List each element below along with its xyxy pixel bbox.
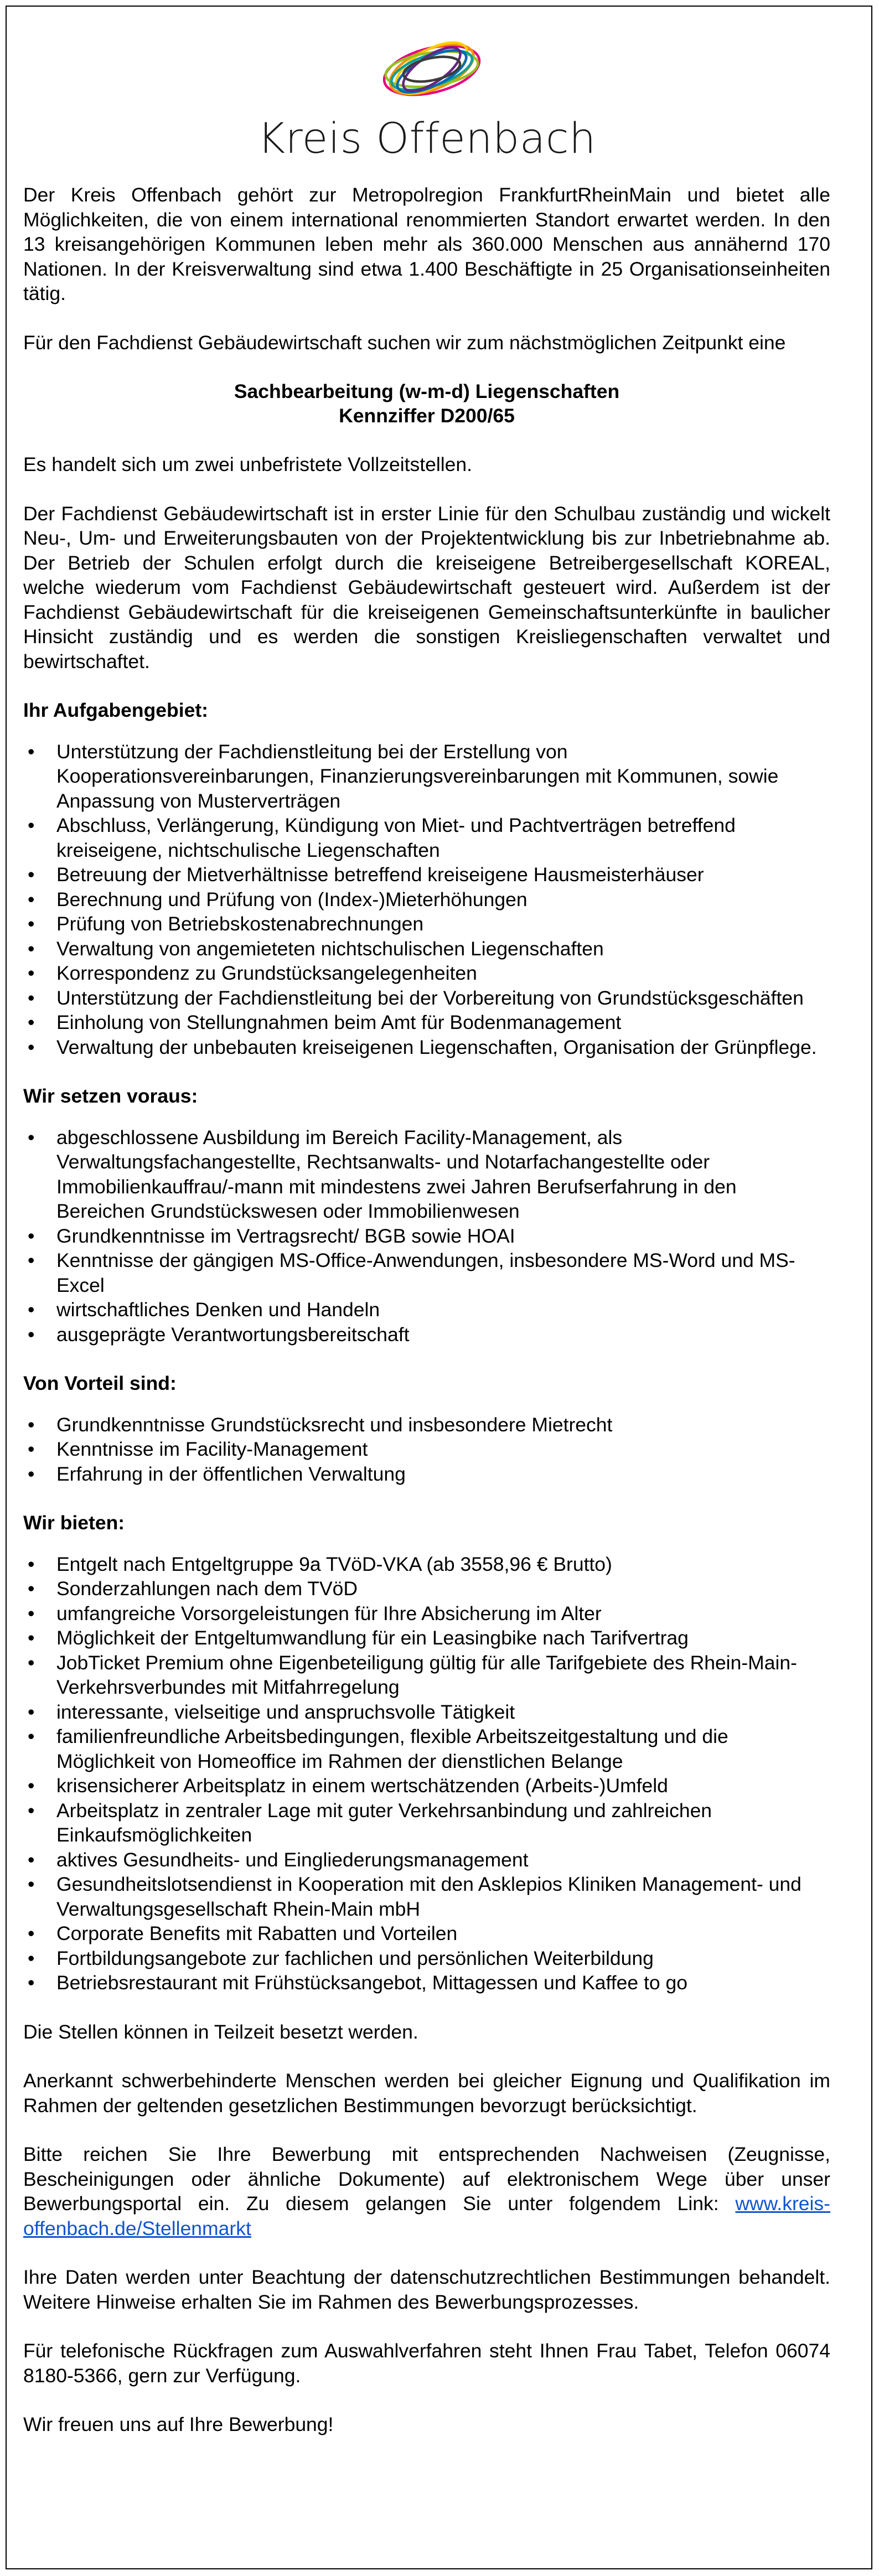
list-item: • Erfahrung in der öffentlichen Verwaltung (23, 1462, 830, 1487)
list-item: • Betreuung der Mietverhältnisse betreffend kreiseigene Hausmeisterhäuser (23, 862, 830, 887)
list-item: • Sonderzahlungen nach dem TVöD (23, 1576, 830, 1601)
search-paragraph: Für den Fachdienst Gebäudewirtschaft suchen wir zum nächstmöglichen Zeitpunkt eine (23, 331, 786, 354)
list-item: • Verwaltung von angemieteten nichtschulischen Liegenschaften (23, 937, 830, 961)
list-item: • familienfreundliche Arbeitsbedingungen, flexible Arbeitszeitgestaltung und die Möglichkeit von Homeoffice im Rahmen der dienstlichen Belange (23, 1724, 830, 1773)
advantages-list (23, 1413, 830, 1487)
list-item: • Prüfung von Betriebskostenabrechnungen (23, 912, 830, 937)
disability-paragraph: Anerkannt schwerbehinderte Menschen werden bei gleicher Eignung und Qualifikation im Rahmen der geltenden gesetzlichen Bestimmungen bevorzugt berücksichtigt. (23, 2070, 830, 2117)
list-item: • Fortbildungsangebote zur fachlichen und persönlichen Weiterbildung (23, 1946, 830, 1971)
application-paragraph (23, 2142, 830, 2241)
list-item: • Grundkenntnisse im Vertragsrecht/ BGB sowie HOAI (23, 1224, 830, 1249)
department-paragraph: Der Fachdienst Gebäudewirtschaft ist in erster Linie für den Schulbau zuständig und wickelt Neu-, Um- und Erweiterungsbauten von der Projektentwicklung bis zur Inbetriebnahme ab. Der Betrieb der Schulen erfolgt durch die kreiseigene Betreibergesellschaft KOREAL, welche wiederum vom Fachdienst Gebäudewirtschaft gesteuert wird. Außerdem ist der Fachdienst Gebäudewirtschaft für die kreiseigenen Gemeinschaftsunterkünfte in baulicher Hinsicht zuständig und es werden die sonstigen Kreisliegenschaften verwaltet und bewirtschaftet. (23, 502, 830, 673)
header-logo (23, 0, 830, 183)
job-title-block (23, 379, 830, 428)
list-item: • Kenntnisse der gängigen MS-Office-Anwendungen, insbesondere MS-Word und MS-Excel (23, 1248, 830, 1297)
list-item: • abgeschlossene Ausbildung im Bereich Facility-Management, als Verwaltungsfachangestellte, Rechtsanwalts- und Notarfachangestellte oder Immobilienkauffrau/-mann mit mindestens zwei Jahren Berufserfahrung in den Bereichen Grundstückswesen oder Immobilienwesen (23, 1125, 830, 1224)
benefits-heading: Wir bieten: (23, 1512, 125, 1534)
intro-paragraph: Der Kreis Offenbach gehört zur Metropolregion FrankfurtRheinMain und bietet alle Möglichkeiten, die von einem international renommierten Standort erwartet werden. In den 13 kreisangehörigen Kommunen leben mehr als 360.000 Menschen aus annähernd 170 Nationen. In der Kreisverwaltung sind etwa 1.400 Beschäftigte in 25 Organisationseinheiten tätig. (23, 184, 830, 304)
contact-paragraph: Für telefonische Rückfragen zum Auswahlverfahren steht Ihnen Frau Tabet, Telefon 06074 8180-5366, gern zur Verfügung. (23, 2340, 830, 2387)
list-item: • Korrespondenz zu Grundstücksangelegenheiten (23, 961, 830, 986)
list-item: • interessante, vielseitige und anspruchsvolle Tätigkeit (23, 1700, 830, 1725)
list-item: • Verwaltung der unbebauten kreiseigenen Liegenschaften, Organisation der Grünpflege. (23, 1035, 830, 1060)
list-item: • aktives Gesundheits- und Eingliederungsmanagement (23, 1848, 830, 1872)
requirements-list (23, 1125, 830, 1347)
privacy-paragraph: Ihre Daten werden unter Beachtung der datenschutzrechtlichen Bestimmungen behandelt. Weitere Hinweise erhalten Sie im Rahmen des Bewerbungsprozesses. (23, 2266, 830, 2313)
list-item: • krisensicherer Arbeitsplatz in einem wertschätzenden (Arbeits-)Umfeld (23, 1773, 830, 1798)
parttime-paragraph: Die Stellen können in Teilzeit besetzt werden. (23, 2020, 418, 2043)
job-portal-link[interactable]: www.kreis-offenbach.de/Stellenmarkt (23, 2192, 830, 2239)
list-item: • Einholung von Stellungnahmen beim Amt für Bodenmanagement (23, 1010, 830, 1035)
tasks-heading: Ihr Aufgabengebiet: (23, 699, 208, 721)
organization-name: Kreis Offenbach (257, 113, 596, 163)
list-item: • Corporate Benefits mit Rabatten und Vorteilen (23, 1921, 830, 1946)
list-item: • Entgelt nach Entgeltgruppe 9a TVöD-VKA (ab 3558,96 € Brutto) (23, 1552, 830, 1577)
list-item: • Gesundheitslotsendienst in Kooperation mit den Asklepios Kliniken Management- und Verwaltungsgesellschaft Rhein-Main mbH (23, 1872, 830, 1921)
list-item: • Unterstützung der Fachdienstleitung bei der Vorbereitung von Grundstücksgeschäften (23, 986, 830, 1011)
list-item: • JobTicket Premium ohne Eigenbeteiligung gültig für alle Tarifgebiete des Rhein-Main-Verkehrsverbundes mit Mitfahrregelung (23, 1651, 830, 1700)
list-item: • Grundkenntnisse Grundstücksrecht und insbesondere Mietrecht (23, 1413, 830, 1437)
list-item: • Betriebsrestaurant mit Frühstücksangebot, Mittagessen und Kaffee to go (23, 1970, 830, 1995)
job-advertisement (23, 0, 830, 2461)
positions-paragraph: Es handelt sich um zwei unbefristete Vollzeitstellen. (23, 453, 473, 475)
list-item: • wirtschaftliches Denken und Handeln (23, 1297, 830, 1322)
list-item: • ausgeprägte Verantwortungsbereitschaft (23, 1322, 830, 1347)
list-item: • Möglichkeit der Entgeltumwandlung für ein Leasingbike nach Tarifvertrag (23, 1626, 830, 1651)
job-reference: Kennziffer D200/65 (339, 405, 515, 427)
list-item: • Unterstützung der Fachdienstleitung bei der Erstellung von Kooperationsvereinbarungen, Finanzierungsvereinbarungen mit Kommunen, sowie Anpassung von Musterverträgen (23, 739, 830, 814)
application-text: Bitte reichen Sie Ihre Bewerbung mit entsprechenden Nachweisen (Zeugnisse, Bescheinigungen oder ähnliche Dokumente) auf elektronischem Wege über unser Bewerbungsportal ein. Zu diesem gelangen Sie unter folgendem Link: (23, 2143, 830, 2215)
list-item: • Berechnung und Prüfung von (Index-)Mieterhöhungen (23, 887, 830, 912)
closing-paragraph: Wir freuen uns auf Ihre Bewerbung! (23, 2413, 334, 2435)
list-item: • umfangreiche Vorsorgeleistungen für Ihre Absicherung im Alter (23, 1601, 830, 1626)
job-title: Sachbearbeitung (w-m-d) Liegenschaften (234, 380, 620, 402)
advantages-heading: Von Vorteil sind: (23, 1372, 177, 1394)
swirl-rings-logo-icon (376, 30, 487, 105)
list-item: • Kenntnisse im Facility-Management (23, 1437, 830, 1462)
requirements-heading: Wir setzen voraus: (23, 1085, 198, 1107)
benefits-list (23, 1552, 830, 1995)
tasks-list (23, 739, 830, 1060)
list-item: • Arbeitsplatz in zentraler Lage mit guter Verkehrsanbindung und zahlreichen Einkaufsmöglichkeiten (23, 1798, 830, 1848)
list-item: • Abschluss, Verlängerung, Kündigung von Miet- und Pachtverträgen betreffend kreiseigene, nichtschulische Liegenschaften (23, 813, 830, 862)
